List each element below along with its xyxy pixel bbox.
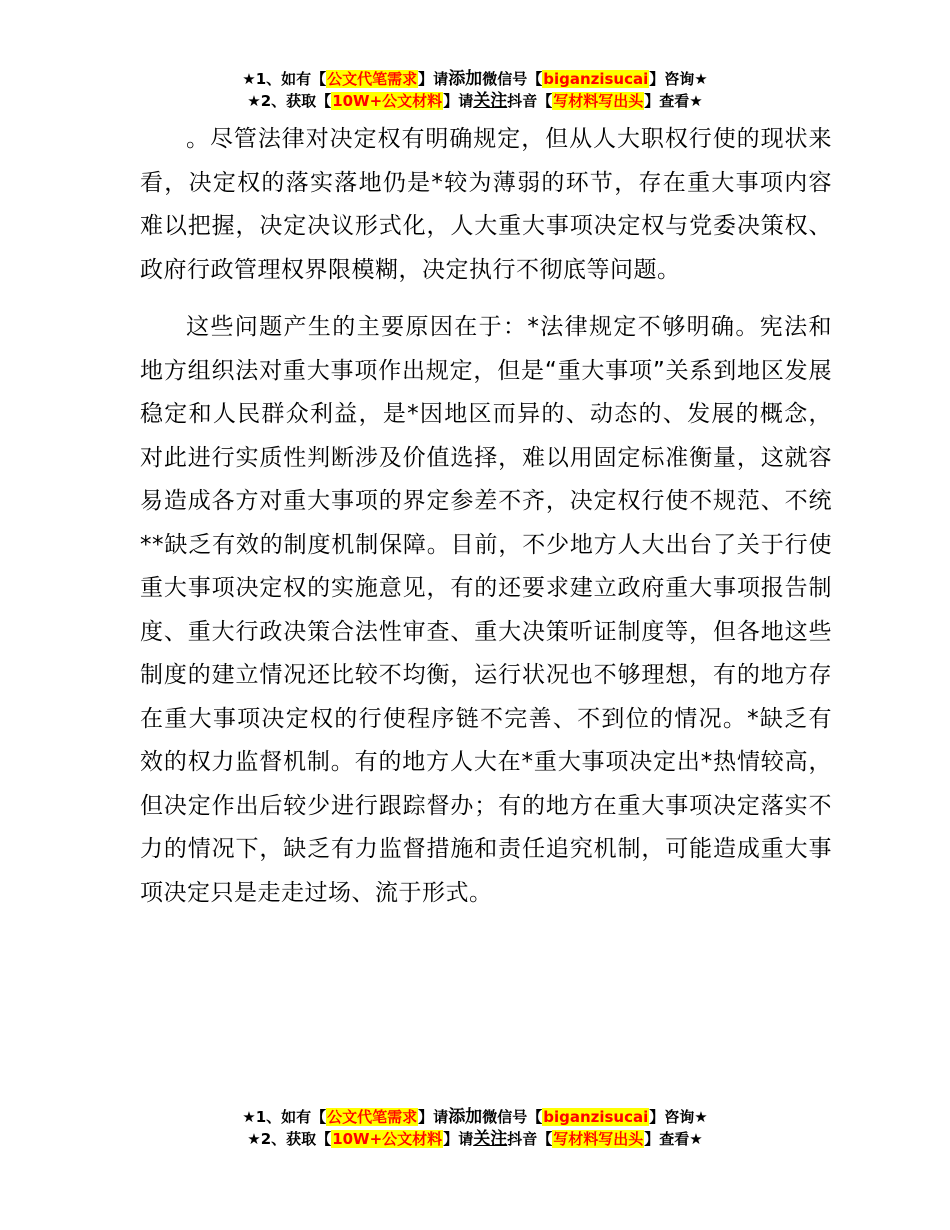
banner-text: 抖音【 bbox=[507, 92, 553, 110]
paragraph-2: 这些问题产生的主要原因在于：*法律规定不够明确。宪法和地方组织法对重大事项作出规定，但是“重大事项”关系到地区发展稳定和人民群众利益，是*因地区而异的、动态的、发展的概念，对此进行实质性判断涉及价值选择，难以用固定标准衡量，这就容易造成各方对重大事项的界定参差不齐，决定权行使不规范、不统**缺乏有效的制度机制保障。目前，不少地方人大出台了关于行使重大事项决定权的实施意见，有的还要求建立政府重大事项报告制度、重大行政决策合法性审查、重大决策听证制度等，但各地这些制度的建立情况还比较不均衡，运行状况也不够理想，有的地方存在重大事项决定权的行使程序链不完善、不到位的情况。*缺乏有效的权力监督机制。有的地方人大在*重大事项决定出*热情较高，但决定作出后较少进行跟踪督办；有的地方在重大事项决定落实不力的情况下，缺乏有力监督措施和责任追究机制，可能造成重大事项决定只是走走过场、流于形式。 bbox=[140, 314, 832, 906]
highlight-wechat-id: biganzisucai bbox=[543, 1108, 649, 1126]
banner-text: ★2、获取【 bbox=[247, 92, 332, 110]
banner-text: 抖音【 bbox=[507, 1130, 553, 1148]
paragraph-1: 。尽管法律对决定权有明确规定，但从人大职权行使的现状来看，决定权的落实落地仍是*较为薄弱的环节，存在重大事项内容难以把握，决定决议形式化，人大重大事项决定权与党委决策权、政府行政管理权界限模糊，决定执行不彻底等问题。 bbox=[140, 126, 832, 283]
banner-line-2 bbox=[0, 90, 950, 112]
banner-text: 】请 bbox=[418, 1108, 449, 1126]
banner-text: 】请 bbox=[443, 1130, 474, 1148]
document-body bbox=[140, 118, 832, 915]
banner-line-2 bbox=[0, 1128, 950, 1150]
highlight-wechat-id: biganzisucai bbox=[543, 70, 649, 88]
banner-text: ★1、如有【 bbox=[242, 1108, 327, 1126]
header-banner bbox=[0, 68, 950, 112]
highlight-materials: 10W+公文材料 bbox=[332, 1130, 443, 1148]
highlight-service: 公文代笔需求 bbox=[327, 70, 418, 88]
highlight-materials: 10W+公文材料 bbox=[332, 92, 443, 110]
banner-emphasis: 添加 bbox=[448, 1107, 483, 1127]
banner-emphasis: 添加 bbox=[448, 69, 483, 89]
banner-line-1 bbox=[0, 68, 950, 90]
footer-banner bbox=[0, 1106, 950, 1150]
banner-underlined: 关注 bbox=[473, 91, 508, 111]
banner-text: 】查看★ bbox=[644, 1130, 703, 1148]
banner-text: ★2、获取【 bbox=[247, 1130, 332, 1148]
banner-text: ★1、如有【 bbox=[242, 70, 327, 88]
banner-text: 微信号【 bbox=[482, 70, 543, 88]
banner-text: 】请 bbox=[443, 92, 474, 110]
banner-text: 】查看★ bbox=[644, 92, 703, 110]
banner-text: 】咨询★ bbox=[649, 70, 708, 88]
highlight-service: 公文代笔需求 bbox=[327, 1108, 418, 1126]
banner-underlined: 关注 bbox=[473, 1129, 508, 1149]
highlight-douyin-account: 写材料写出头 bbox=[553, 92, 644, 110]
banner-text: 】请 bbox=[418, 70, 449, 88]
banner-text: 】咨询★ bbox=[649, 1108, 708, 1126]
banner-line-1 bbox=[0, 1106, 950, 1128]
highlight-douyin-account: 写材料写出头 bbox=[553, 1130, 644, 1148]
banner-text: 微信号【 bbox=[482, 1108, 543, 1126]
